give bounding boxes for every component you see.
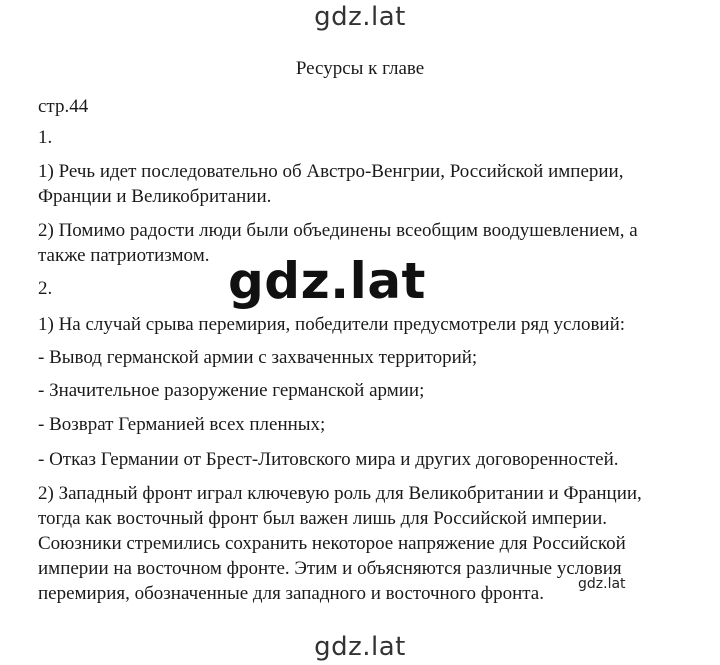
answer-line: также патриотизмом. bbox=[38, 245, 210, 266]
watermark-small: gdz.lat bbox=[578, 576, 626, 592]
answer-line: тогда как восточный фронт был важен лишь для Российской империи. bbox=[38, 508, 607, 529]
section-2-answer-1: 1) На случай срыва перемирия, победители предусмотрели ряд условий: bbox=[38, 314, 626, 335]
section-1-number: 1. bbox=[38, 127, 53, 148]
answer-line: империи на восточном фронте. Этим и объясняются различные условия bbox=[38, 558, 622, 579]
watermark-top: gdz.lat bbox=[314, 2, 406, 32]
list-item: - Возврат Германией всех пленных; bbox=[38, 414, 326, 435]
document-title: Ресурсы к главе bbox=[295, 58, 425, 79]
list-item: - Вывод германской армии с захваченных территорий; bbox=[38, 347, 478, 368]
watermark-center: gdz.lat bbox=[228, 252, 426, 310]
answer-line: 2) Помимо радости люди были объединены всеобщим воодушевлением, а bbox=[38, 220, 638, 241]
section-1-answer-1 bbox=[38, 159, 672, 209]
answer-line: Франции и Великобритании. bbox=[38, 186, 272, 207]
answer-line: 2) Западный фронт играл ключевую роль для Великобритании и Франции, bbox=[38, 483, 642, 504]
list-item: - Значительное разоружение германской армии; bbox=[38, 380, 425, 401]
watermark-bottom: gdz.lat bbox=[314, 632, 406, 662]
section-2-number: 2. bbox=[38, 278, 53, 299]
answer-line: Союзники стремились сохранить некоторое напряжение для Российской bbox=[38, 533, 626, 554]
answer-line: 1) Речь идет последовательно об Австро-Венгрии, Российской империи, bbox=[38, 161, 624, 182]
section-2-answer-2 bbox=[38, 481, 672, 606]
list-item: - Отказ Германии от Брест-Литовского мира и других договоренностей. bbox=[38, 449, 619, 470]
answer-line: перемирия, обозначенные для западного и восточного фронта. bbox=[38, 583, 544, 604]
page-reference: стр.44 bbox=[38, 96, 89, 117]
